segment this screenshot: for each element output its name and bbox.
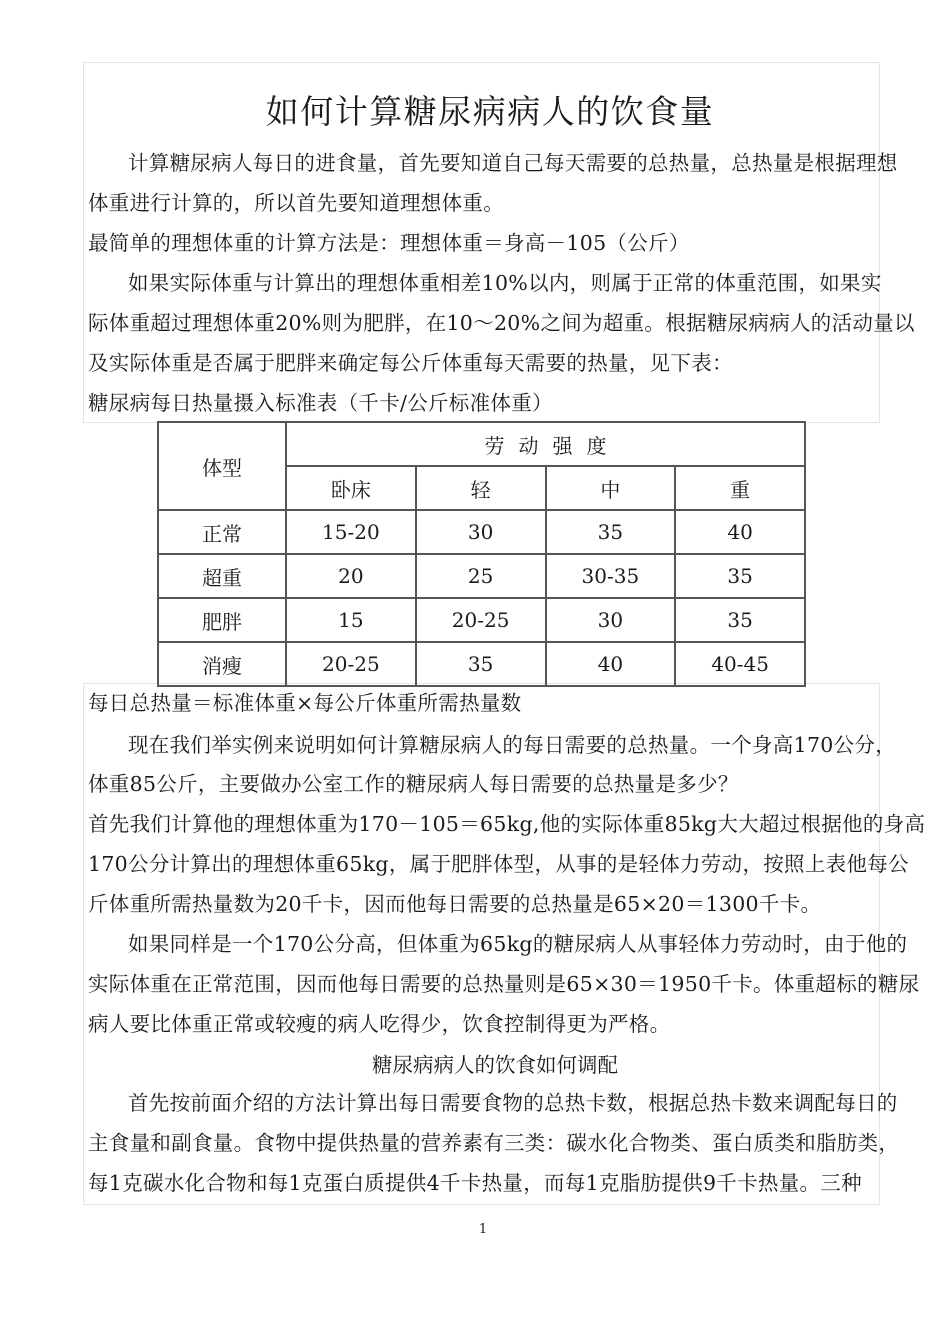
column-header: 卧床 (286, 466, 416, 510)
table-row (158, 598, 805, 642)
paragraph-line: 实际体重在正常范围，因而他每日需要的总热量则是65×30＝1950千卡。体重超标的糖尿 (88, 972, 920, 996)
total-formula: 每日总热量＝标准体重×每公斤体重所需热量数 (88, 691, 522, 715)
table-cell: 20-25 (416, 598, 546, 642)
paragraph-line: 斤体重所需热量数为20千卡，因而他每日需要的总热量是65×20＝1300千卡。 (88, 892, 822, 916)
table-cell: 35 (416, 642, 546, 686)
paragraph-line: 现在我们举实例来说明如何计算糖尿病人的每日需要的总热量。一个身高170公分， (128, 733, 897, 757)
paragraph-line: 首先按前面介绍的方法计算出每日需要食物的总热卡数，根据总热卡数来调配每日的 (128, 1091, 898, 1115)
paragraph-line: 体重进行计算的，所以首先要知道理想体重。 (88, 191, 504, 215)
paragraph-line: 如果实际体重与计算出的理想体重相差10%以内，则属于正常的体重范围，如果实 (128, 271, 882, 295)
row-label: 消瘦 (158, 642, 286, 686)
paragraph-line: 计算糖尿病人每日的进食量，首先要知道自己每天需要的总热量，总热量是根据理想 (128, 151, 898, 175)
paragraph-line: 主食量和副食量。食物中提供热量的营养素有三类：碳水化合物类、蛋白质类和脂肪类， (88, 1131, 900, 1155)
column-header: 中 (546, 466, 676, 510)
paragraph-line: 际体重超过理想体重20%则为肥胖，在10～20%之间为超重。根据糖尿病病人的活动量以 (88, 311, 915, 335)
paragraph-line: 首先我们计算他的理想体重为170－105＝65kg,他的实际体重85kg大大超过根据他的身高 (88, 812, 926, 836)
table-cell: 40 (675, 510, 805, 554)
table-cell: 30 (546, 598, 676, 642)
table-cell: 35 (546, 510, 676, 554)
table-caption: 糖尿病每日热量摄入标准表（千卡/公斤标准体重） (88, 391, 553, 415)
paragraph-line: 170公分计算出的理想体重65kg，属于肥胖体型，从事的是轻体力劳动，按照上表他每公 (88, 852, 909, 876)
paragraph-line: 及实际体重是否属于肥胖来确定每公斤体重每天需要的热量，见下表： (88, 351, 733, 375)
paragraph-line: 如果同样是一个170公分高，但体重为65kg的糖尿病人从事轻体力劳动时，由于他的 (128, 932, 908, 956)
table-cell: 20 (286, 554, 416, 598)
row-label: 肥胖 (158, 598, 286, 642)
column-header: 重 (675, 466, 805, 510)
paragraph-line: 每1克碳水化合物和每1克蛋白质提供4千卡热量，而每1克脂肪提供9千卡热量。三种 (88, 1171, 862, 1195)
table-cell: 30-35 (546, 554, 676, 598)
paragraph-line: 病人要比体重正常或较瘦的病人吃得少，饮食控制得更为严格。 (88, 1012, 671, 1036)
document-title: 如何计算糖尿病病人的饮食量 (265, 92, 715, 131)
row-label: 正常 (158, 510, 286, 554)
table-row (158, 510, 805, 554)
row-label: 超重 (158, 554, 286, 598)
table-cell: 25 (416, 554, 546, 598)
table-cell: 40 (546, 642, 676, 686)
table-cell: 40-45 (675, 642, 805, 686)
paragraph-line: 体重85公斤，主要做办公室工作的糖尿病人每日需要的总热量是多少？ (88, 772, 739, 796)
column-header: 轻 (416, 466, 546, 510)
table-header-row (158, 422, 805, 466)
table-cell: 35 (675, 554, 805, 598)
table-cell: 30 (416, 510, 546, 554)
table-row (158, 642, 805, 686)
table-cell: 15-20 (286, 510, 416, 554)
table-cell: 35 (675, 598, 805, 642)
page-number: 1 (478, 1222, 488, 1237)
table-cell: 20-25 (286, 642, 416, 686)
section-title: 糖尿病病人的饮食如何调配 (372, 1053, 618, 1077)
calorie-table (157, 421, 806, 687)
group-header: 劳动强度 (286, 422, 805, 466)
table-row (158, 554, 805, 598)
corner-header: 体型 (158, 422, 286, 510)
table-cell: 15 (286, 598, 416, 642)
formula-line: 最简单的理想体重的计算方法是：理想体重＝身高－105（公斤） (88, 231, 690, 255)
